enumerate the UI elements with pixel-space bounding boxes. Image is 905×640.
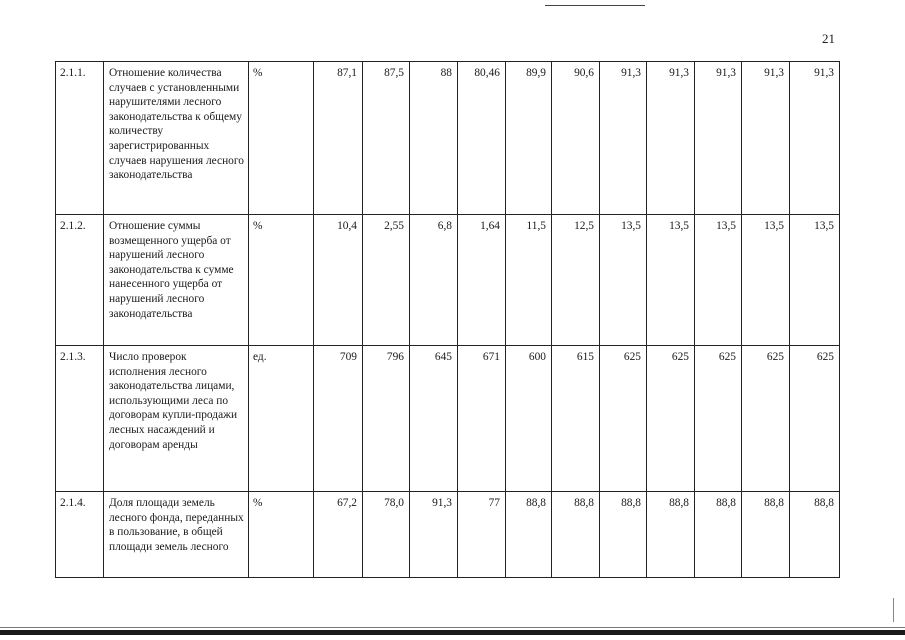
value-cell: 10,4 <box>314 215 363 346</box>
row-unit: % <box>249 62 314 215</box>
value-cell: 6,8 <box>410 215 458 346</box>
value-cell: 67,2 <box>314 492 363 578</box>
value-cell: 13,5 <box>790 215 840 346</box>
table-row <box>56 346 840 492</box>
top-rule <box>545 5 645 6</box>
value-cell: 13,5 <box>695 215 742 346</box>
scan-edge-line <box>0 627 905 628</box>
value-cell: 88,8 <box>742 492 790 578</box>
value-cell: 91,3 <box>410 492 458 578</box>
value-cell: 91,3 <box>790 62 840 215</box>
value-cell: 80,46 <box>458 62 506 215</box>
value-cell: 77 <box>458 492 506 578</box>
table-row <box>56 492 840 578</box>
row-code: 2.1.1. <box>56 62 104 215</box>
value-cell: 91,3 <box>600 62 647 215</box>
row-indicator: Доля площади земель лесного фонда, переданных в пользование, в общей площади земель лесного <box>104 492 249 578</box>
value-cell: 1,64 <box>458 215 506 346</box>
page-number: 21 <box>822 31 835 46</box>
value-cell: 625 <box>647 346 695 492</box>
value-cell: 90,6 <box>552 62 600 215</box>
value-cell: 625 <box>600 346 647 492</box>
value-cell: 91,3 <box>695 62 742 215</box>
value-cell: 88,8 <box>790 492 840 578</box>
row-indicator: Отношение суммы возмещенного ущерба от нарушений лесного законодательства к сумме нанесенного ущерба от нарушений лесного законодательства <box>104 215 249 346</box>
row-indicator: Число проверок исполнения лесного законодательства лицами, использующими леса по договорам купли-продажи лесных насаждений и договорам аренды <box>104 346 249 492</box>
value-cell: 13,5 <box>647 215 695 346</box>
row-unit: % <box>249 215 314 346</box>
value-cell: 78,0 <box>363 492 410 578</box>
value-cell: 11,5 <box>506 215 552 346</box>
value-cell: 13,5 <box>600 215 647 346</box>
row-unit: ед. <box>249 346 314 492</box>
value-cell: 645 <box>410 346 458 492</box>
value-cell: 87,5 <box>363 62 410 215</box>
value-cell: 88 <box>410 62 458 215</box>
value-cell: 625 <box>742 346 790 492</box>
value-cell: 625 <box>695 346 742 492</box>
row-indicator: Отношение количества случаев с установленными нарушителями лесного законодательства к общему количеству зарегистрированных случаев нарушения лесного законодательства <box>104 62 249 215</box>
value-cell: 88,8 <box>600 492 647 578</box>
scan-bottom-bar <box>0 630 905 635</box>
row-code: 2.1.2. <box>56 215 104 346</box>
value-cell: 671 <box>458 346 506 492</box>
value-cell: 615 <box>552 346 600 492</box>
value-cell: 88,8 <box>506 492 552 578</box>
value-cell: 91,3 <box>647 62 695 215</box>
row-unit: % <box>249 492 314 578</box>
value-cell: 709 <box>314 346 363 492</box>
value-cell: 796 <box>363 346 410 492</box>
row-code: 2.1.3. <box>56 346 104 492</box>
value-cell: 88,8 <box>695 492 742 578</box>
value-cell: 87,1 <box>314 62 363 215</box>
table-row <box>56 215 840 346</box>
value-cell: 600 <box>506 346 552 492</box>
table-row <box>56 62 840 215</box>
value-cell: 88,8 <box>552 492 600 578</box>
scan-edge-mark <box>893 598 894 622</box>
indicators-table <box>55 61 840 578</box>
value-cell: 12,5 <box>552 215 600 346</box>
value-cell: 13,5 <box>742 215 790 346</box>
value-cell: 89,9 <box>506 62 552 215</box>
value-cell: 625 <box>790 346 840 492</box>
value-cell: 91,3 <box>742 62 790 215</box>
value-cell: 88,8 <box>647 492 695 578</box>
value-cell: 2,55 <box>363 215 410 346</box>
row-code: 2.1.4. <box>56 492 104 578</box>
